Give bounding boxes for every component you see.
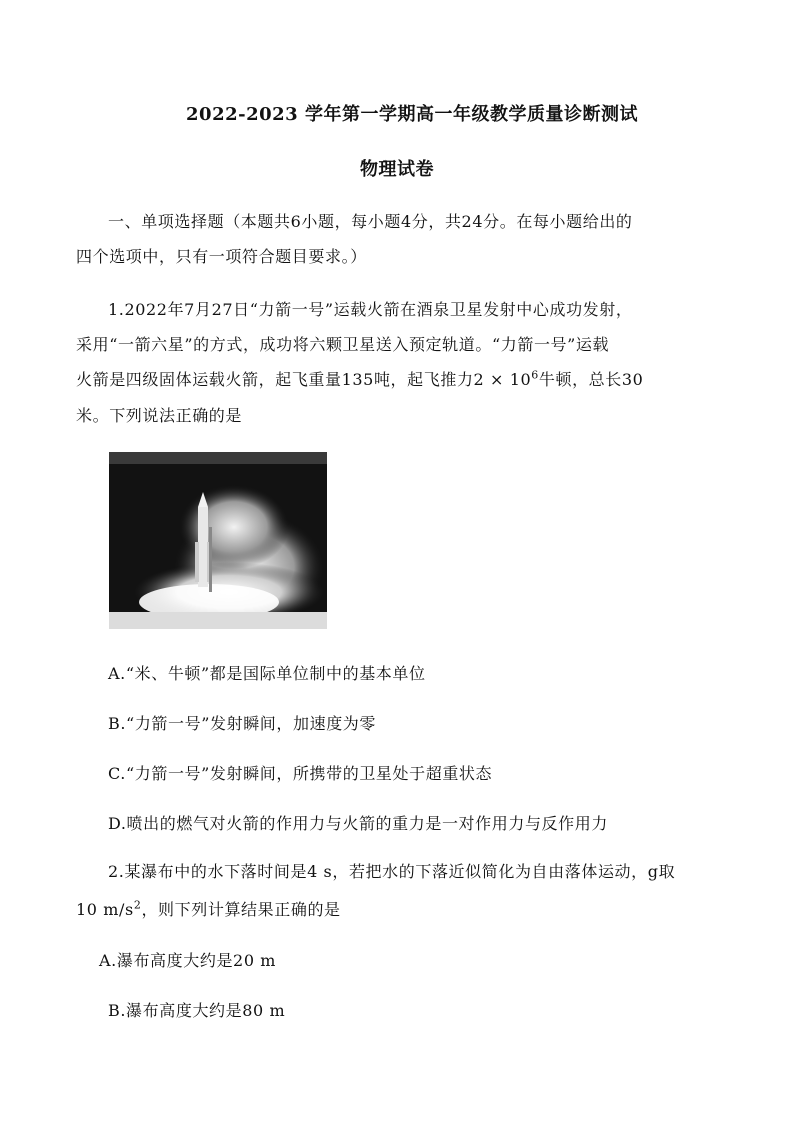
question-1-option-d: D.喷出的燃气对火箭的作用力与火箭的重力是一对作用力与反作用力 bbox=[108, 814, 608, 833]
question-1-line-3-text-a: 火箭是四级固体运载火箭，起飞重量135吨，起飞推力2 × 10 bbox=[76, 370, 532, 389]
exam-title: 2022-2023 学年第一学期高一年级教学质量诊断测试 bbox=[186, 104, 638, 125]
question-1-option-c: C.“力箭一号”发射瞬间，所携带的卫星处于超重状态 bbox=[108, 764, 493, 783]
question-1-line-2: 采用“一箭六星”的方式，成功将六颗卫星送入预定轨道。“力箭一号”运载 bbox=[76, 335, 610, 354]
question-1-line-4: 米。下列说法正确的是 bbox=[76, 406, 243, 425]
exam-subtitle: 物理试卷 bbox=[360, 159, 434, 180]
question-2-option-b: B.瀑布高度大约是80 m bbox=[108, 1001, 286, 1020]
question-1-line-3-text-b: 牛顿，总长30 bbox=[538, 370, 644, 389]
question-1-line-3 bbox=[76, 367, 643, 390]
question-2-line-2 bbox=[76, 897, 341, 920]
question-2-line-2-text-b: ，则下列计算结果正确的是 bbox=[141, 900, 341, 919]
section-heading-line-1: 一、单项选择题（本题共6小题，每小题4分，共24分。在每小题给出的 bbox=[108, 212, 633, 231]
question-1-exponent: 6 bbox=[531, 368, 539, 382]
question-1-line-1: 1.2022年7月27日“力箭一号”运载火箭在酒泉卫星发射中心成功发射， bbox=[108, 300, 633, 319]
question-2-line-2-text-a: 10 m/s bbox=[76, 900, 134, 919]
section-heading-line-2: 四个选项中，只有一项符合题目要求。） bbox=[76, 247, 367, 266]
question-1-option-b: B.“力箭一号”发射瞬间，加速度为零 bbox=[108, 714, 377, 733]
rocket-launch-photo bbox=[109, 452, 327, 629]
question-2-exponent: 2 bbox=[133, 898, 142, 912]
question-2-line-1: 2.某瀑布中的水下落时间是4 s，若把水的下落近似简化为自由落体运动，g取 bbox=[108, 862, 676, 881]
question-2-option-a: A.瀑布高度大约是20 m bbox=[99, 951, 277, 970]
question-1-option-a: A.“米、牛顿”都是国际单位制中的基本单位 bbox=[108, 664, 426, 683]
